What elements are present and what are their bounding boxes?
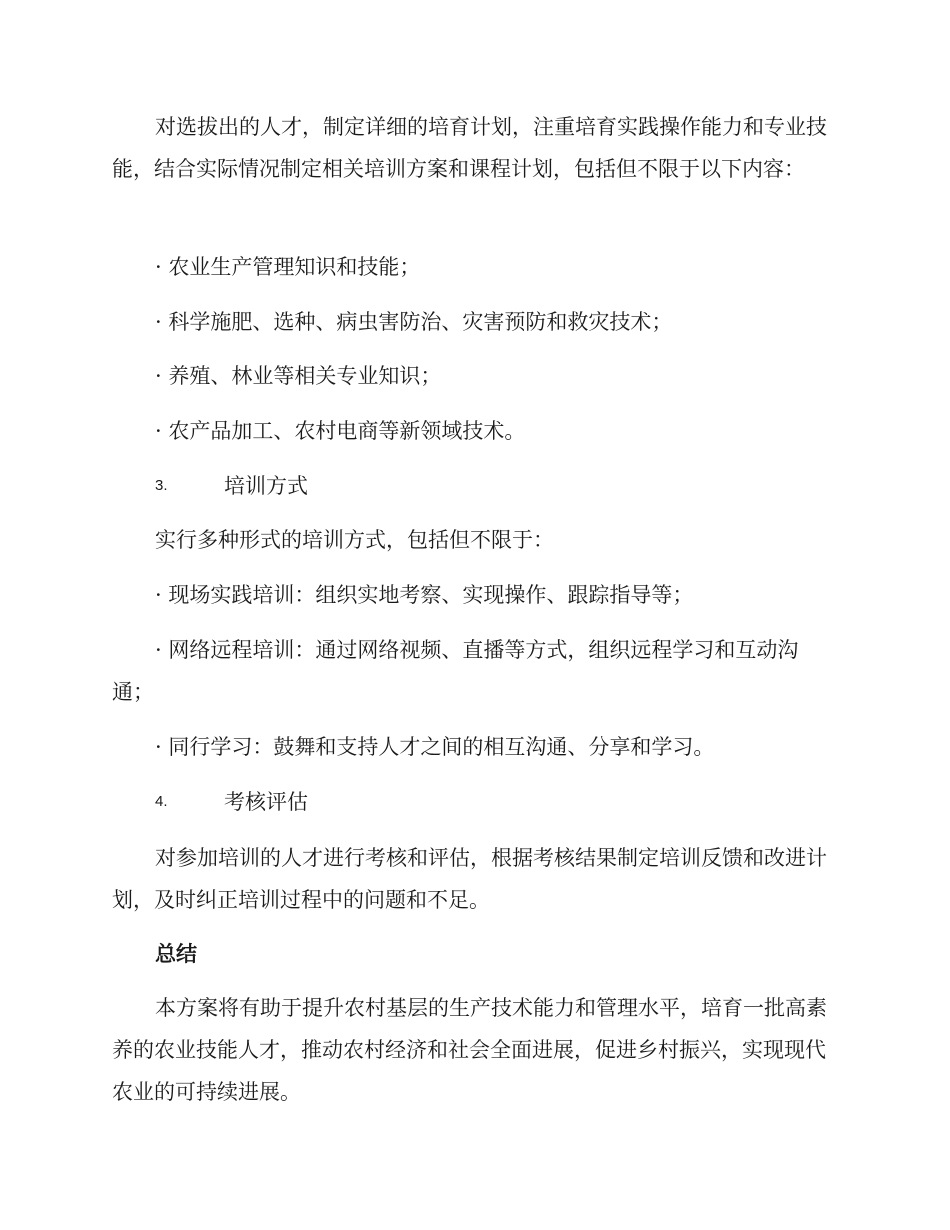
methods-paragraph: 实行多种形式的培训方式，包括但不限于：: [155, 528, 554, 552]
list-item: · 现场实践培训：组织实地考察、实现操作、跟踪指导等；: [155, 583, 694, 607]
list-item: · 养殖、林业等相关专业知识；: [155, 364, 442, 388]
list-item: · 科学施肥、选种、病虫害防治、灾害预防和救灾技术；: [155, 310, 673, 334]
section-title: 考核评估: [224, 790, 308, 814]
list-item: · 网络远程培训：通过网络视频、直播等方式，组织远程学习和互动沟通；: [112, 638, 799, 704]
section-title: 培训方式: [224, 474, 308, 498]
summary-paragraph: 本方案将有助于提升农村基层的生产技术能力和管理水平，培育一批高素养的农业技能人才，推动农村经济和社会全面进展，促进乡村振兴，实现现代农业的可持续进展。: [112, 996, 827, 1104]
assessment-paragraph: 对参加培训的人才进行考核和评估，根据考核结果制定培训反馈和改进计划，及时纠正培训过程中的问题和不足。: [112, 846, 827, 912]
list-item: · 农产品加工、农村电商等新领域技术。: [155, 419, 526, 443]
section-number: 4.: [155, 793, 168, 810]
summary-title: 总结: [155, 942, 197, 966]
list-item: · 农业生产管理知识和技能；: [155, 255, 421, 279]
intro-paragraph: 对选拔出的人才，制定详细的培育计划，注重培育实践操作能力和专业技能，结合实际情况制定相关培训方案和课程计划，包括但不限于以下内容：: [112, 115, 827, 181]
list-item: · 同行学习：鼓舞和支持人才之间的相互沟通、分享和学习。: [155, 735, 715, 759]
section-number: 3.: [155, 477, 168, 494]
